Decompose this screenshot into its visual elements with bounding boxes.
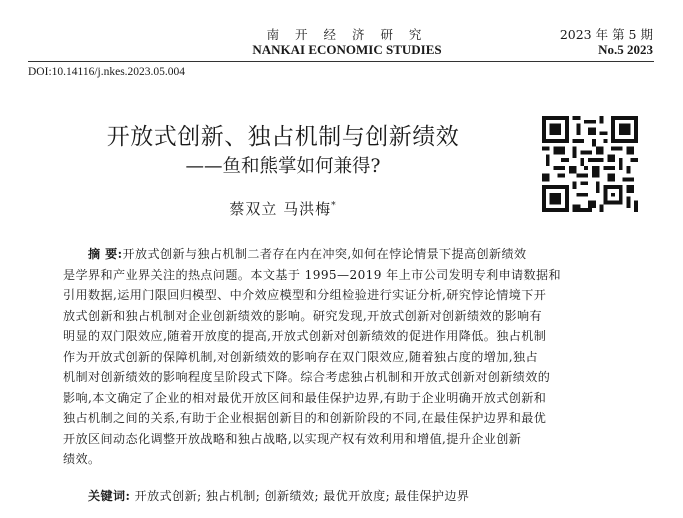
keywords-text: 开放式创新; 独占机制; 创新绩效; 最优开放度; 最佳保护边界 xyxy=(134,489,470,503)
abstract xyxy=(63,244,657,470)
qr-code-icon xyxy=(542,116,638,212)
abstract-line: 开放区间动态化调整开放战略和独占战略,以实现产权有效利用和增值,提升企业创新 xyxy=(63,431,522,446)
abstract-label: 摘 要: xyxy=(88,247,123,261)
abstract-line: 作为开放式创新的保障机制,对创新绩效的影响存在双门限效应,随着独占度的增加,独占 xyxy=(63,349,539,364)
abstract-line xyxy=(63,244,657,265)
abstract-line: 明显的双门限效应,随着开放度的提高,开放式创新对创新绩效的促进作用降低。独占机制 xyxy=(63,329,547,343)
paper-subtitle: ——鱼和熊掌如何兼得? xyxy=(185,156,381,177)
journal-name-cn: 南 开 经 济 研 究 xyxy=(266,27,428,42)
abstract-line: 影响,本文确定了企业的相对最优开放区间和最佳保护边界,有助于企业明确开放式创新和 xyxy=(63,390,547,405)
abstract-line: 独占机制之间的关系,有助于企业根据创新目的和创新阶段的不同,在最佳保护边界和最优 xyxy=(63,411,547,425)
authors xyxy=(28,198,538,219)
header-rule xyxy=(28,61,654,62)
abstract-line: 绩效。 xyxy=(63,452,101,466)
author-mark: * xyxy=(331,201,337,211)
abstract-line: 引用数据,运用门限回归模型、中介效应模型和分组检验进行实证分析,研究悖论情境下开 xyxy=(63,288,547,302)
abstract-line: 机制对创新绩效的影响程度呈阶段式下降。综合考虑独占机制和开放式创新对创新绩效的 xyxy=(63,370,551,384)
paper-title: 开放式创新、独占机制与创新绩效 xyxy=(106,124,460,150)
keywords-label: 关键词: xyxy=(88,489,131,503)
author-names: 蔡双立 马洪梅 xyxy=(229,200,332,218)
issue-cn: 2023 年 第 5 期 xyxy=(559,27,653,42)
abstract-text: 开放式创新与独占机制二者存在内在冲突,如何在悖论情景下提高创新绩效 xyxy=(122,247,527,261)
abstract-line: 是学界和产业界关注的热点问题。本文基于 1995—2019 年上市公司发明专利申请数据和 xyxy=(63,267,562,282)
issue-en: No.5 2023 xyxy=(598,42,653,57)
abstract-line: 放式创新和独占机制对企业创新绩效的影响。研究发现,开放式创新对创新绩效的影响有 xyxy=(63,308,543,323)
doi: DOI:10.14116/j.nkes.2023.05.004 xyxy=(28,66,186,78)
journal-name-en: NANKAI ECONOMIC STUDIES xyxy=(252,42,442,57)
keywords xyxy=(88,487,469,504)
